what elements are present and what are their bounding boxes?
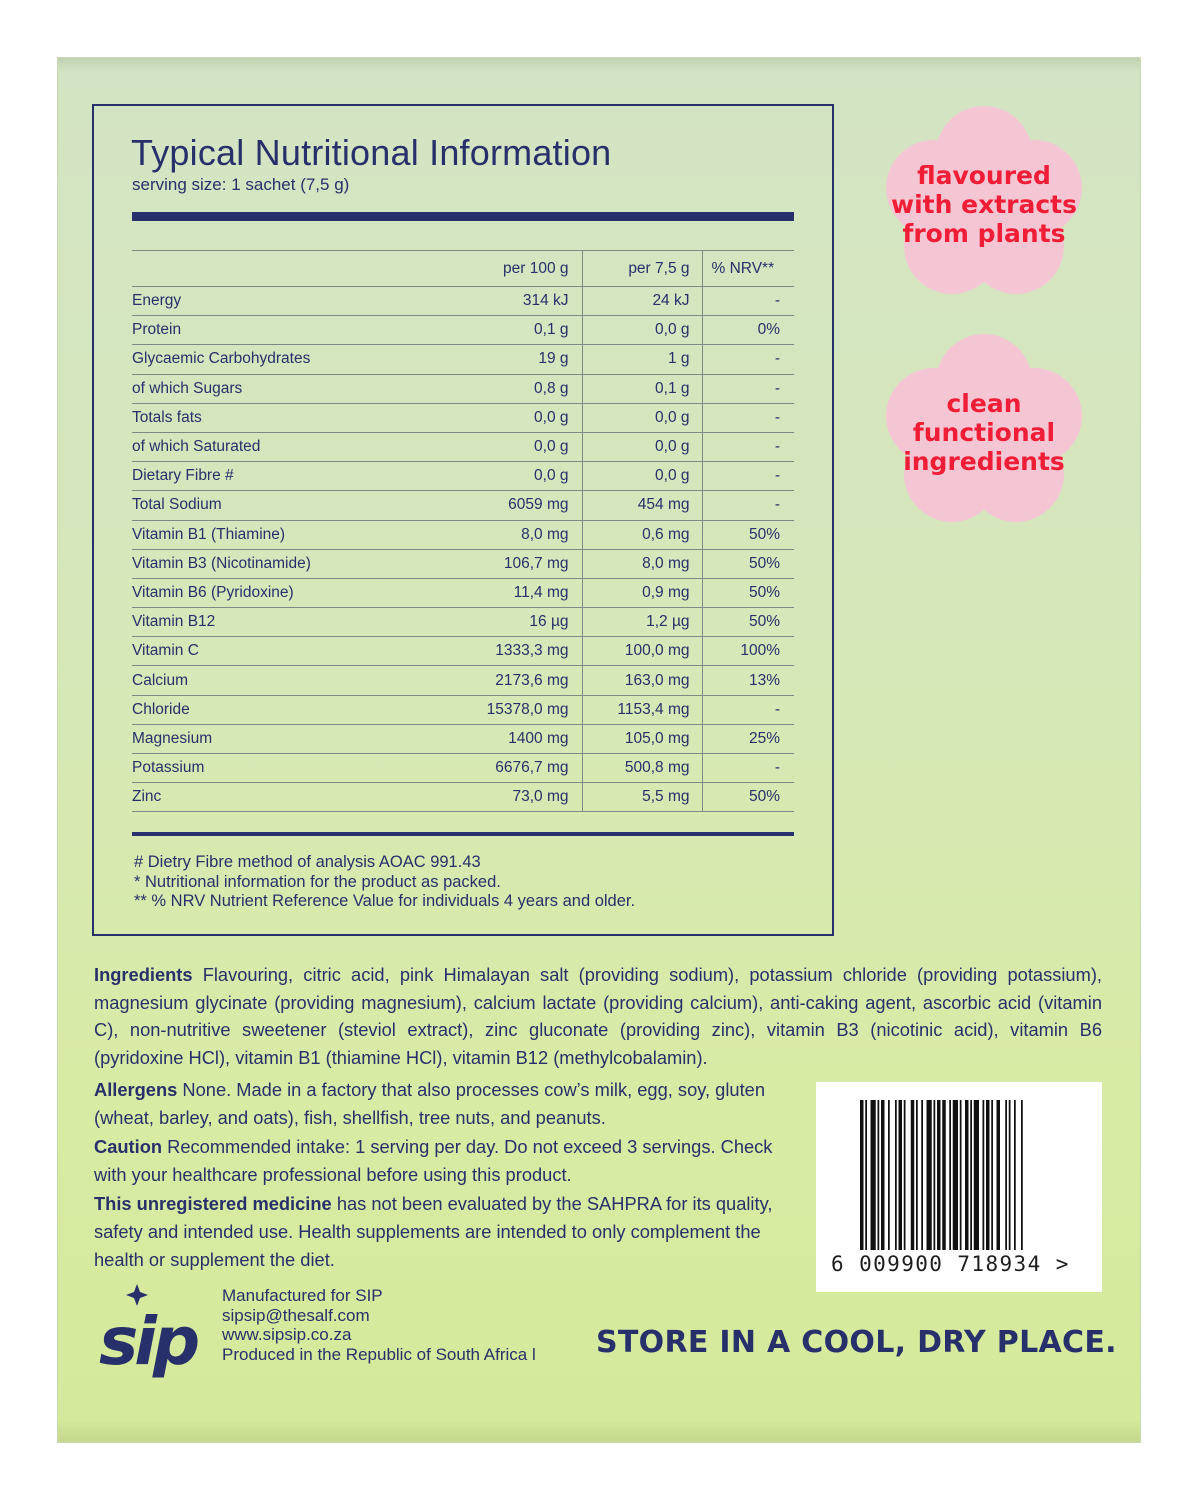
table-row — [132, 491, 794, 520]
table-row — [132, 345, 794, 374]
box-top-edge — [58, 58, 1140, 72]
barcode-bar — [965, 1100, 969, 1250]
table-row — [132, 724, 794, 753]
unregistered-paragraph — [94, 1190, 784, 1275]
barcode-bar — [997, 1100, 1001, 1250]
nutrient-name: Energy — [132, 287, 422, 316]
website: www.sipsip.co.za — [222, 1325, 352, 1344]
value-nrv: - — [702, 462, 794, 491]
value-per-serving: 0,9 mg — [582, 578, 702, 607]
value-per-serving: 5,5 mg — [582, 783, 702, 812]
barcode-bar — [937, 1100, 941, 1250]
table-row — [132, 520, 794, 549]
value-nrv: - — [702, 287, 794, 316]
nutrient-name: Total Sodium — [132, 491, 422, 520]
value-per-serving: 8,0 mg — [582, 549, 702, 578]
value-nrv: 50% — [702, 578, 794, 607]
value-nrv: 0% — [702, 316, 794, 345]
value-per-serving: 0,0 g — [582, 403, 702, 432]
allergens-paragraph — [94, 1076, 784, 1133]
value-per-100g: 11,4 mg — [422, 578, 582, 607]
contact-email: sipsip@thesalf.com — [222, 1305, 370, 1325]
footnote-as-packed: * Nutritional information for the product as packed. — [134, 872, 501, 891]
panel-top-rule — [132, 212, 794, 221]
table-row — [132, 666, 794, 695]
caution-paragraph — [94, 1133, 784, 1190]
header-nutrient — [132, 251, 422, 287]
value-per-100g: 73,0 mg — [422, 783, 582, 812]
value-nrv: - — [702, 432, 794, 461]
table-row — [132, 754, 794, 783]
barcode-bar — [899, 1100, 903, 1250]
value-per-100g: 15378,0 mg — [422, 695, 582, 724]
value-nrv: - — [702, 695, 794, 724]
barcode-bar — [904, 1100, 906, 1250]
nutrition-title: Typical Nutritional Information — [131, 132, 612, 173]
value-per-serving: 1,2 µg — [582, 608, 702, 637]
value-per-100g: 6676,7 mg — [422, 754, 582, 783]
barcode-bar — [949, 1100, 951, 1250]
value-per-serving: 105,0 mg — [582, 724, 702, 753]
box-bottom-edge — [58, 1420, 1140, 1442]
barcode-bar — [921, 1100, 923, 1250]
value-per-100g: 1333,3 mg — [422, 637, 582, 666]
barcode-bar — [934, 1100, 936, 1250]
table-row — [132, 287, 794, 316]
panel-bottom-rule — [132, 832, 794, 836]
barcode-bar — [953, 1100, 958, 1250]
value-per-100g: 6059 mg — [422, 491, 582, 520]
manufacturer-info — [222, 1286, 536, 1364]
value-per-100g: 0,1 g — [422, 316, 582, 345]
barcode-bar — [860, 1100, 864, 1250]
value-per-100g: 106,7 mg — [422, 549, 582, 578]
value-per-100g: 16 µg — [422, 608, 582, 637]
barcode-bar — [888, 1100, 890, 1250]
value-nrv: - — [702, 374, 794, 403]
barcode-bar — [970, 1100, 972, 1250]
value-per-100g: 8,0 mg — [422, 520, 582, 549]
nutrient-name: Vitamin B12 — [132, 608, 422, 637]
barcode-icon — [860, 1100, 1070, 1250]
caution-text: Recommended intake: 1 serving per day. Do not exceed 3 servings. Check with your healthcare professional before using this product. — [94, 1135, 773, 1186]
value-per-serving: 454 mg — [582, 491, 702, 520]
table-row — [132, 374, 794, 403]
badge-plants-text: flavoured with extracts from plants — [891, 160, 1077, 248]
nutrient-name: Chloride — [132, 695, 422, 724]
nutrient-name: Magnesium — [132, 724, 422, 753]
table-row — [132, 783, 794, 812]
table-row — [132, 462, 794, 491]
value-per-100g: 2173,6 mg — [422, 666, 582, 695]
serving-size: serving size: 1 sachet (7,5 g) — [132, 175, 350, 194]
value-per-100g: 19 g — [422, 345, 582, 374]
barcode-number: 6 009900 718934 > — [831, 1252, 1070, 1276]
barcode-bar — [895, 1100, 897, 1250]
value-per-serving: 0,0 g — [582, 432, 702, 461]
header-nrv: % NRV** — [702, 251, 794, 287]
value-per-serving: 100,0 mg — [582, 637, 702, 666]
value-per-100g: 0,8 g — [422, 374, 582, 403]
barcode-bar — [881, 1100, 885, 1250]
table-row — [132, 316, 794, 345]
barcode-bar — [974, 1100, 979, 1250]
barcode-bar — [878, 1100, 880, 1250]
table-row — [132, 608, 794, 637]
table-row — [132, 637, 794, 666]
logo-wordmark: sip — [99, 1303, 197, 1378]
value-per-100g: 314 kJ — [422, 287, 582, 316]
value-per-100g: 0,0 g — [422, 432, 582, 461]
sip-logo — [97, 1282, 203, 1378]
value-nrv: - — [702, 491, 794, 520]
value-per-serving: 24 kJ — [582, 287, 702, 316]
value-per-100g: 0,0 g — [422, 462, 582, 491]
barcode-bar — [927, 1100, 932, 1250]
footnote-nrv: ** % NRV Nutrient Reference Value for individuals 4 years and older. — [134, 892, 636, 910]
nutrition-table-body — [132, 287, 794, 812]
ingredients-text: Flavouring, citric acid, pink Himalayan salt (providing sodium), potassium chloride (providing potassium), magnesium glycinate (providing magnesium), calcium lactate (providing calcium), anti-caking agent, ascorbic acid (vitamin C), non-nutritive sweetener (steviol extract), zinc gluconate (providing zinc), vitamin B3 (nicotinic acid), vitamin B6 (pyridoxine HCl), vitamin B1 (thiamine HCl), vitamin B12 (methylcobalamin). — [94, 964, 1102, 1068]
barcode-bar — [1009, 1100, 1011, 1250]
value-per-serving: 0,0 g — [582, 316, 702, 345]
value-per-serving: 163,0 mg — [582, 666, 702, 695]
table-row — [132, 403, 794, 432]
value-per-serving: 0,1 g — [582, 374, 702, 403]
unregistered-text: has not been evaluated by the SAHPRA for its quality, safety and intended use. Health supplements are intended to only complement the health or supplement the diet. — [94, 1192, 773, 1271]
badge-clean-text: clean functional ingredients — [903, 388, 1065, 476]
nutrient-name: Vitamin B3 (Nicotinamide) — [132, 549, 422, 578]
footnote-fibre: # Dietry Fibre method of analysis AOAC 991.43 — [134, 853, 481, 871]
barcode-bar — [960, 1100, 962, 1250]
ingredients-block — [94, 961, 1102, 1071]
table-row — [132, 578, 794, 607]
barcode-bar — [911, 1100, 915, 1250]
barcode-bar — [991, 1100, 993, 1250]
table-row — [132, 549, 794, 578]
value-nrv: - — [702, 345, 794, 374]
caution-label: Caution — [94, 1135, 163, 1157]
nutrient-name: Vitamin B6 (Pyridoxine) — [132, 578, 422, 607]
value-per-serving: 0,6 mg — [582, 520, 702, 549]
nutrient-name: Totals fats — [132, 403, 422, 432]
nutrient-name: Zinc — [132, 783, 422, 812]
header-per-100g: per 100 g — [422, 251, 582, 287]
allergens-label: Allergens — [94, 1079, 178, 1100]
value-nrv: 13% — [702, 666, 794, 695]
barcode-bar — [1021, 1100, 1023, 1250]
ingredients-label: Ingredients — [94, 964, 193, 985]
badge-plants — [884, 104, 1084, 304]
nutrition-table — [132, 250, 794, 812]
barcode-bar — [942, 1100, 946, 1250]
nutrient-name: Vitamin C — [132, 637, 422, 666]
value-per-serving: 1153,4 mg — [582, 695, 702, 724]
nutrient-name: Protein — [132, 316, 422, 345]
value-nrv: 50% — [702, 549, 794, 578]
allergens-text: None. Made in a factory that also processes cow’s milk, egg, soy, gluten (wheat, barley, and oats), fish, shellfish, tree nuts, and peanuts. — [94, 1079, 765, 1129]
manufactured-for: Manufactured for SIP — [222, 1286, 383, 1305]
badge-clean — [884, 332, 1084, 532]
table-header-row — [132, 251, 794, 287]
value-nrv: - — [702, 403, 794, 432]
value-nrv: 50% — [702, 608, 794, 637]
barcode-bar — [1005, 1100, 1007, 1250]
barcode-bar — [986, 1100, 990, 1250]
value-per-100g: 0,0 g — [422, 403, 582, 432]
storage-instruction: STORE IN A COOL, DRY PLACE. — [596, 1325, 1117, 1360]
barcode-bar — [983, 1100, 985, 1250]
warnings-block — [94, 1076, 784, 1275]
produced-in: Produced in the Republic of South Africa l — [222, 1344, 536, 1364]
nutrient-name: Potassium — [132, 754, 422, 783]
value-per-100g: 1400 mg — [422, 724, 582, 753]
unregistered-label: This unregistered medicine — [94, 1192, 332, 1214]
value-per-serving: 0,0 g — [582, 462, 702, 491]
value-nrv: 50% — [702, 783, 794, 812]
nutrient-name: Glycaemic Carbohydrates — [132, 345, 422, 374]
barcode-bar — [865, 1100, 867, 1250]
barcode-bar — [1014, 1100, 1016, 1250]
nutrient-name: Calcium — [132, 666, 422, 695]
value-per-serving: 500,8 mg — [582, 754, 702, 783]
value-nrv: - — [702, 754, 794, 783]
nutrient-name: Vitamin B1 (Thiamine) — [132, 520, 422, 549]
nutrient-name: of which Saturated — [132, 432, 422, 461]
table-row — [132, 432, 794, 461]
nutrition-footnotes — [134, 853, 635, 912]
header-per-serving: per 7,5 g — [582, 251, 702, 287]
value-nrv: 25% — [702, 724, 794, 753]
table-row — [132, 695, 794, 724]
value-nrv: 50% — [702, 520, 794, 549]
nutrient-name: Dietary Fibre # — [132, 462, 422, 491]
nutrient-name: of which Sugars — [132, 374, 422, 403]
value-nrv: 100% — [702, 637, 794, 666]
barcode-bar — [871, 1100, 876, 1250]
barcode-bar — [916, 1100, 918, 1250]
value-per-serving: 1 g — [582, 345, 702, 374]
